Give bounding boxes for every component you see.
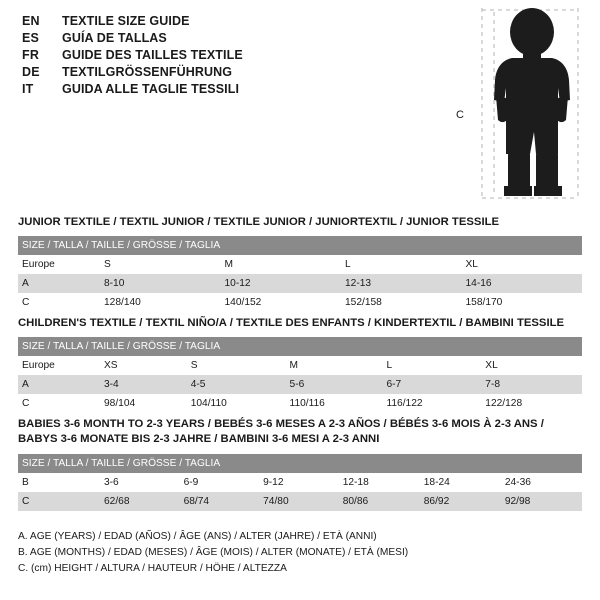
cell: 128/140 bbox=[100, 293, 221, 312]
cell: 9-12 bbox=[259, 473, 339, 492]
cell: L bbox=[341, 255, 462, 274]
table-row bbox=[18, 255, 582, 274]
cell: XL bbox=[462, 255, 583, 274]
cell: XS bbox=[100, 356, 187, 375]
language-code: ES bbox=[22, 31, 40, 45]
table-header-row bbox=[18, 454, 582, 473]
cell: 24-36 bbox=[501, 473, 582, 492]
language-code: FR bbox=[22, 48, 40, 62]
childrens-size-table bbox=[18, 337, 582, 413]
cell: 8-10 bbox=[100, 274, 221, 293]
row-label: Europe bbox=[18, 356, 100, 375]
header-language-list bbox=[22, 14, 422, 99]
cell: S bbox=[187, 356, 286, 375]
legend-line: B. AGE (MONTHS) / EDAD (MESES) / ÂGE (MOIS) / ALTER (MONATE) / ETÀ (MESI) bbox=[18, 546, 409, 558]
section-babies-textile bbox=[18, 417, 582, 511]
table-row bbox=[18, 356, 582, 375]
junior-size-table bbox=[18, 236, 582, 312]
cell: 110/116 bbox=[286, 394, 383, 413]
cell: S bbox=[100, 255, 221, 274]
section-junior-textile bbox=[18, 215, 582, 312]
table-row bbox=[18, 492, 582, 511]
legend bbox=[18, 529, 408, 576]
babies-size-table bbox=[18, 454, 582, 511]
language-title: TEXTILE SIZE GUIDE bbox=[62, 14, 190, 28]
cell: 6-7 bbox=[382, 375, 481, 394]
row-label: A bbox=[18, 375, 100, 394]
row-label: A bbox=[18, 274, 100, 293]
cell: XL bbox=[481, 356, 582, 375]
cell: 86/92 bbox=[420, 492, 501, 511]
language-title: GUÍA DE TALLAS bbox=[62, 31, 167, 45]
language-code: IT bbox=[22, 82, 34, 96]
table-row bbox=[18, 274, 582, 293]
cell: M bbox=[221, 255, 342, 274]
language-code: DE bbox=[22, 65, 40, 79]
language-title: TEXTILGRÖSSENFÜHRUNG bbox=[62, 65, 233, 79]
header-row bbox=[22, 65, 422, 79]
header-row bbox=[22, 48, 422, 62]
row-label: C bbox=[18, 293, 100, 312]
language-title: GUIDE DES TAILLES TEXTILE bbox=[62, 48, 243, 62]
cell: 158/170 bbox=[462, 293, 583, 312]
cell: 122/128 bbox=[481, 394, 582, 413]
height-measure-label: C bbox=[456, 109, 464, 121]
section-childrens-textile bbox=[18, 316, 582, 413]
cell: 62/68 bbox=[100, 492, 180, 511]
table-header-label: SIZE / TALLA / TAILLE / GRÖSSE / TAGLIA bbox=[18, 454, 582, 473]
cell: 80/86 bbox=[339, 492, 420, 511]
cell: M bbox=[286, 356, 383, 375]
cell: 98/104 bbox=[100, 394, 187, 413]
table-header-row bbox=[18, 236, 582, 255]
legend-line: C. (cm) HEIGHT / ALTURA / HAUTEUR / HÖHE / ALTEZZA bbox=[18, 562, 287, 574]
language-code: EN bbox=[22, 14, 40, 28]
header-row bbox=[22, 82, 422, 96]
cell: 18-24 bbox=[420, 473, 501, 492]
measurement-figure bbox=[440, 4, 590, 204]
cell: 5-6 bbox=[286, 375, 383, 394]
table-row bbox=[18, 473, 582, 492]
cell: 12-18 bbox=[339, 473, 420, 492]
legend-line: A. AGE (YEARS) / EDAD (AÑOS) / ÂGE (ANS) / ALTER (JAHRE) / ETÀ (ANNI) bbox=[18, 531, 377, 542]
child-silhouette-icon bbox=[450, 4, 590, 204]
header-row bbox=[22, 14, 422, 28]
cell: 4-5 bbox=[187, 375, 286, 394]
language-title: GUIDA ALLE TAGLIE TESSILI bbox=[62, 82, 240, 96]
table-header-row bbox=[18, 337, 582, 356]
table-row bbox=[18, 293, 582, 312]
cell: 152/158 bbox=[341, 293, 462, 312]
table-row bbox=[18, 394, 582, 413]
cell: L bbox=[382, 356, 481, 375]
section-title: BABIES 3-6 MONTH TO 2-3 YEARS / BEBÉS 3-6 MESES A 2-3 AÑOS / BÉBÉS 3-6 MOIS À 2-3 ANS / BABYS 3-6 MONATE BIS 2-3 JAHRE / BAMBINI 3-6 MESI A 2-3 ANNI bbox=[18, 418, 544, 446]
table-header-label: SIZE / TALLA / TAILLE / GRÖSSE / TAGLIA bbox=[18, 236, 582, 255]
cell: 3-6 bbox=[100, 473, 180, 492]
section-title: CHILDREN'S TEXTILE / TEXTIL NIÑO/A / TEXTILE DES ENFANTS / KINDERTEXTIL / BAMBINI TESSILE bbox=[18, 317, 565, 329]
row-label: Europe bbox=[18, 255, 100, 274]
row-label: C bbox=[18, 492, 100, 511]
cell: 140/152 bbox=[221, 293, 342, 312]
cell: 74/80 bbox=[259, 492, 339, 511]
table-header-label: SIZE / TALLA / TAILLE / GRÖSSE / TAGLIA bbox=[18, 337, 582, 356]
cell: 14-16 bbox=[462, 274, 583, 293]
cell: 92/98 bbox=[501, 492, 582, 511]
section-title: JUNIOR TEXTILE / TEXTIL JUNIOR / TEXTILE JUNIOR / JUNIORTEXTIL / JUNIOR TESSILE bbox=[18, 216, 500, 228]
cell: 10-12 bbox=[221, 274, 342, 293]
row-label: B bbox=[18, 473, 100, 492]
cell: 7-8 bbox=[481, 375, 582, 394]
cell: 6-9 bbox=[180, 473, 260, 492]
cell: 68/74 bbox=[180, 492, 260, 511]
row-label: C bbox=[18, 394, 100, 413]
header-row bbox=[22, 31, 422, 45]
cell: 116/122 bbox=[382, 394, 481, 413]
cell: 12-13 bbox=[341, 274, 462, 293]
cell: 104/110 bbox=[187, 394, 286, 413]
table-row bbox=[18, 375, 582, 394]
cell: 3-4 bbox=[100, 375, 187, 394]
